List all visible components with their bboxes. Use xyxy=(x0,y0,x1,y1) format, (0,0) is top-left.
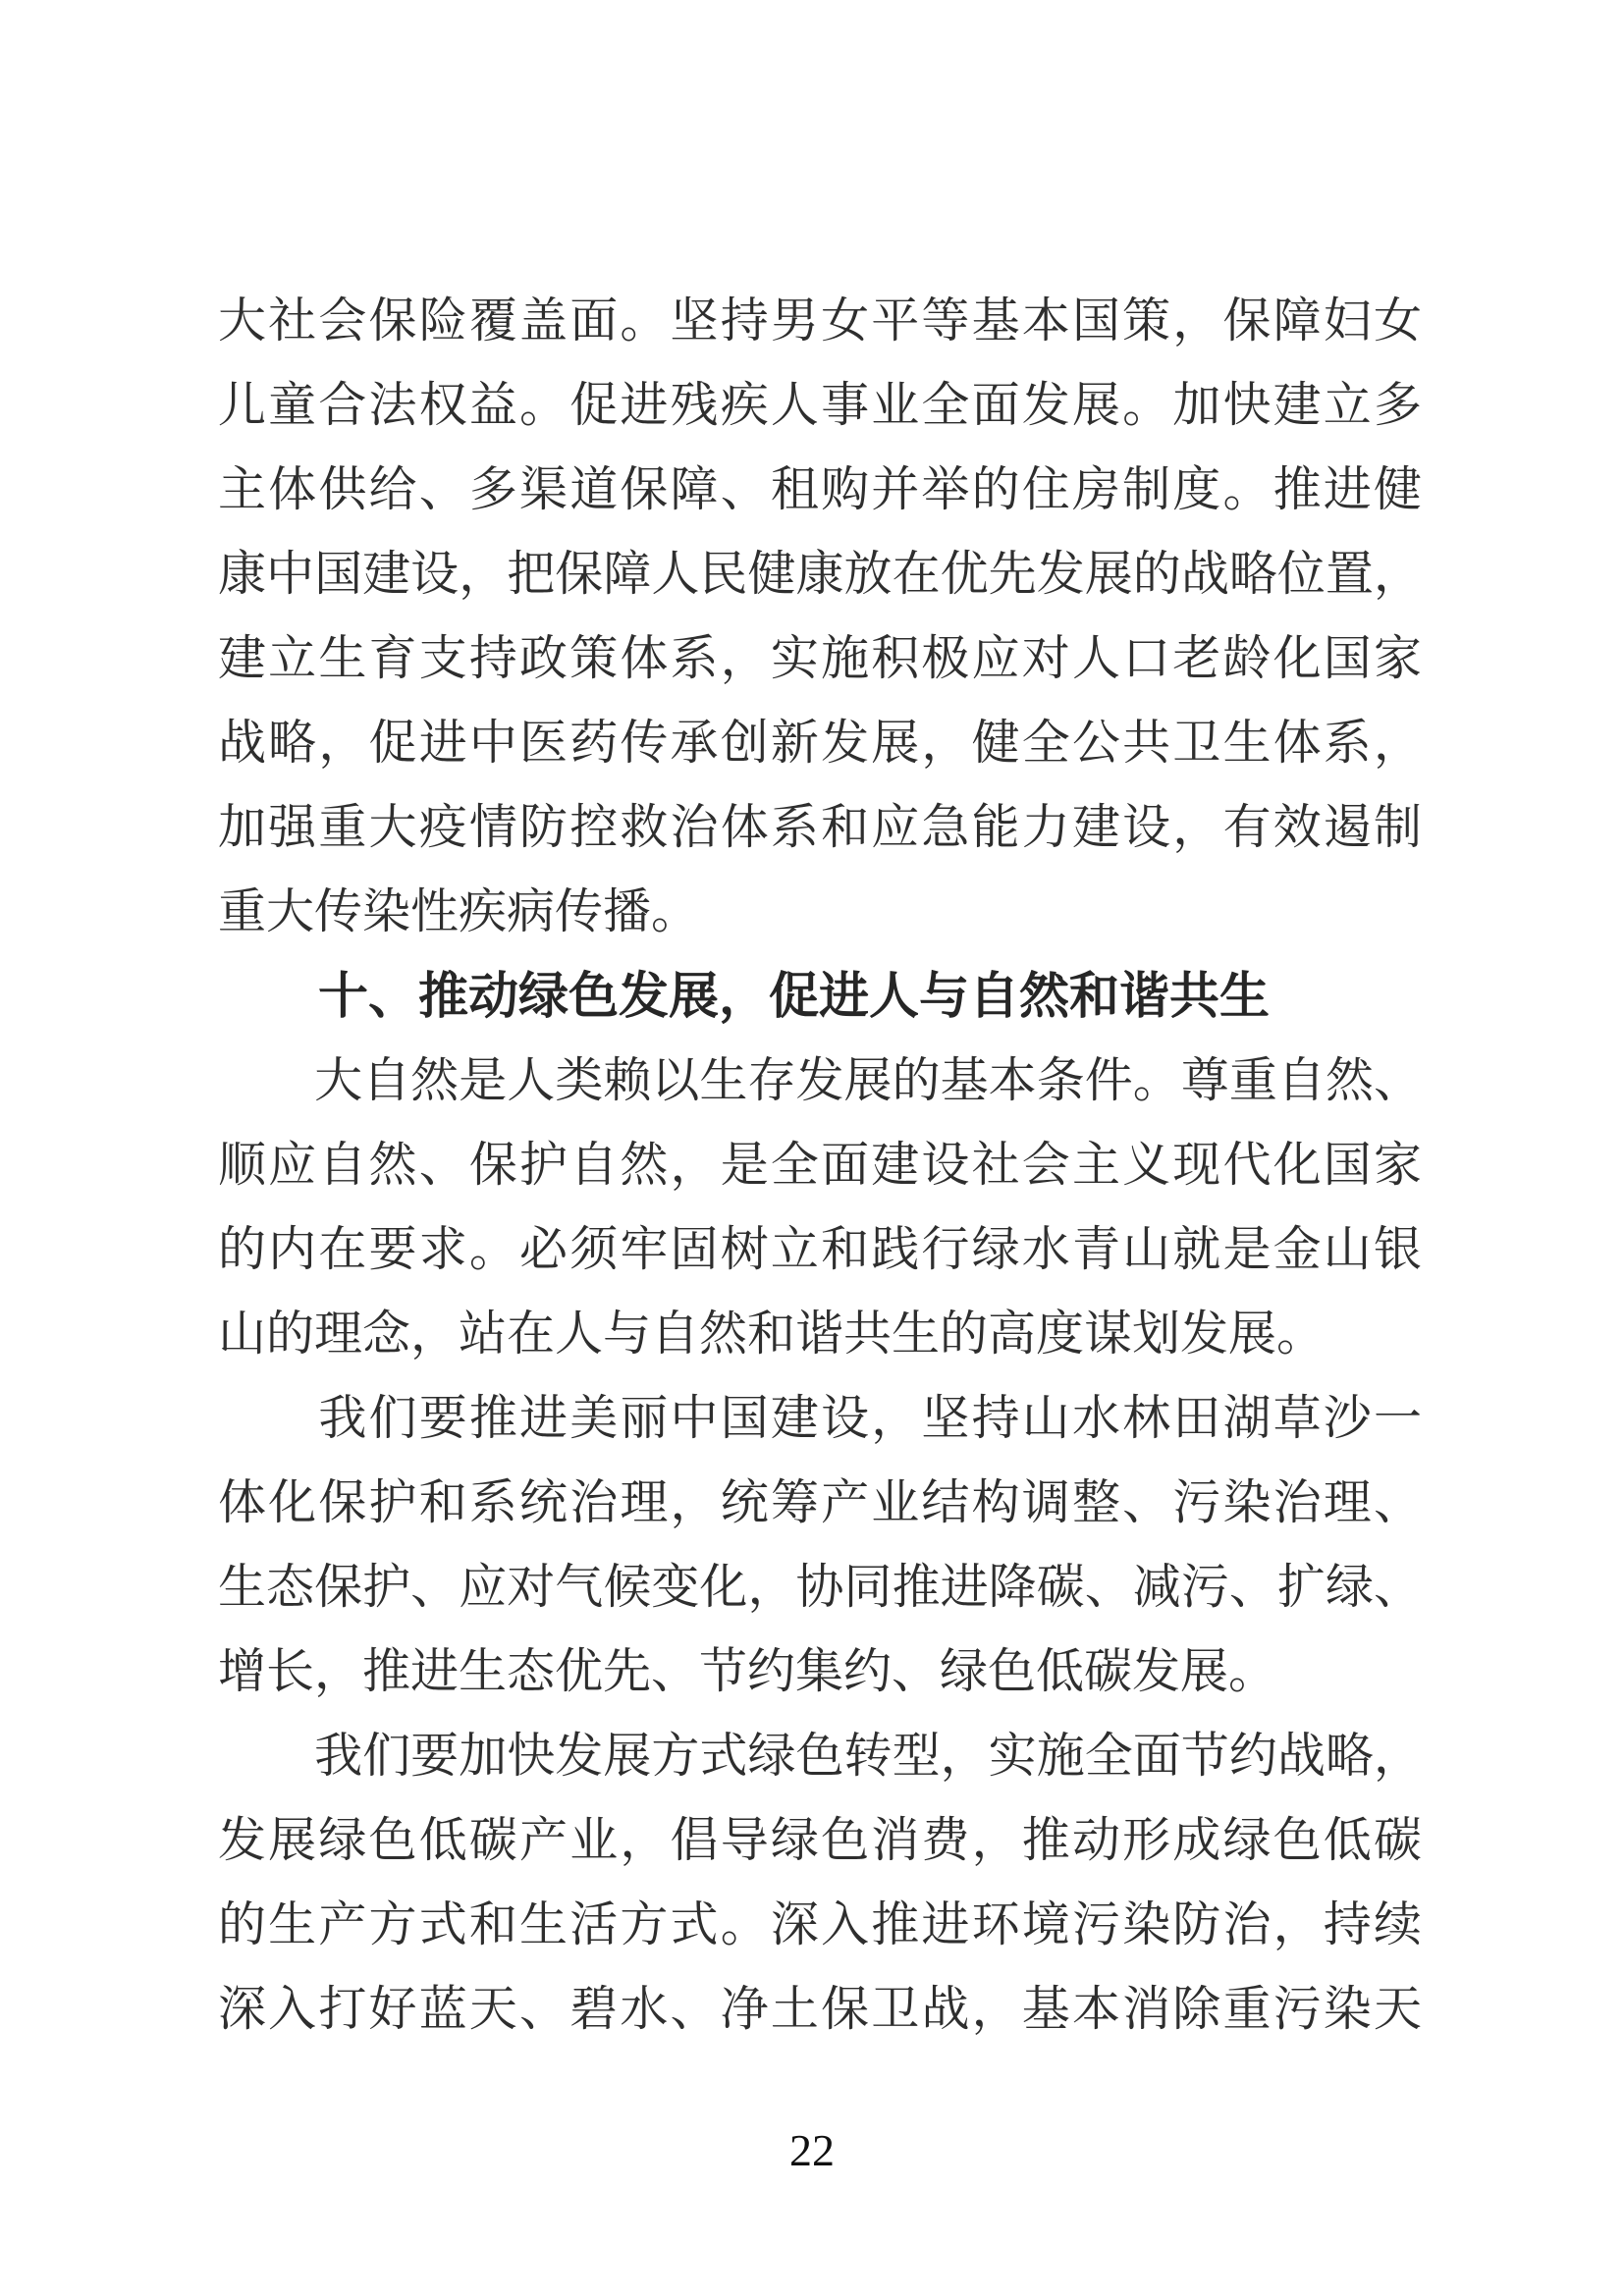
text-line: 康中国建设，把保障人民健康放在优先发展的战略位置， xyxy=(218,547,1422,601)
text-line: 大自然是人类赖以生存发展的基本条件。尊重自然、 xyxy=(218,1053,1422,1107)
page-number: 22 xyxy=(789,2125,835,2175)
section-heading: 十、推动绿色发展，促进人与自然和谐共生 xyxy=(218,968,1271,1024)
text-line: 体化保护和系统治理，统筹产业结构调整、污染治理、 xyxy=(218,1475,1422,1529)
text-line: 深入打好蓝天、碧水、净土保卫战，基本消除重污染天 xyxy=(218,1982,1422,2036)
text-line: 我们要加快发展方式绿色转型，实施全面节约战略， xyxy=(218,1729,1422,1783)
text-line: 增长，推进生态优先、节约集约、绿色低碳发展。 xyxy=(218,1644,1277,1698)
text-line: 建立生育支持政策体系，实施积极应对人口老龄化国家 xyxy=(218,631,1422,685)
text-line: 山的理念，站在人与自然和谐共生的高度谋划发展。 xyxy=(218,1307,1326,1361)
text-line: 生态保护、应对气候变化，协同推进降碳、减污、扩绿、 xyxy=(218,1560,1422,1614)
text-block xyxy=(218,279,1422,2052)
text-line: 战略，促进中医药传承创新发展，健全公共卫生体系， xyxy=(218,716,1422,770)
text-line: 发展绿色低碳产业，倡导绿色消费，推动形成绿色低碳 xyxy=(218,1813,1422,1867)
text-line: 重大传染性疾病传播。 xyxy=(218,884,700,938)
text-line: 的生产方式和生活方式。深入推进环境污染防治，持续 xyxy=(218,1897,1422,1951)
text-line: 主体供给、多渠道保障、租购并举的住房制度。推进健 xyxy=(218,462,1422,516)
text-line: 我们要推进美丽中国建设，坚持山水林田湖草沙一 xyxy=(218,1391,1422,1445)
text-line: 儿童合法权益。促进残疾人事业全面发展。加快建立多 xyxy=(218,378,1422,432)
text-line: 的内在要求。必须牢固树立和践行绿水青山就是金山银 xyxy=(218,1222,1422,1276)
text-line: 大社会保险覆盖面。坚持男女平等基本国策，保障妇女 xyxy=(218,294,1422,347)
text-line: 加强重大疫情防控救治体系和应急能力建设，有效遏制 xyxy=(218,800,1422,854)
text-line: 顺应自然、保护自然，是全面建设社会主义现代化国家 xyxy=(218,1138,1422,1192)
